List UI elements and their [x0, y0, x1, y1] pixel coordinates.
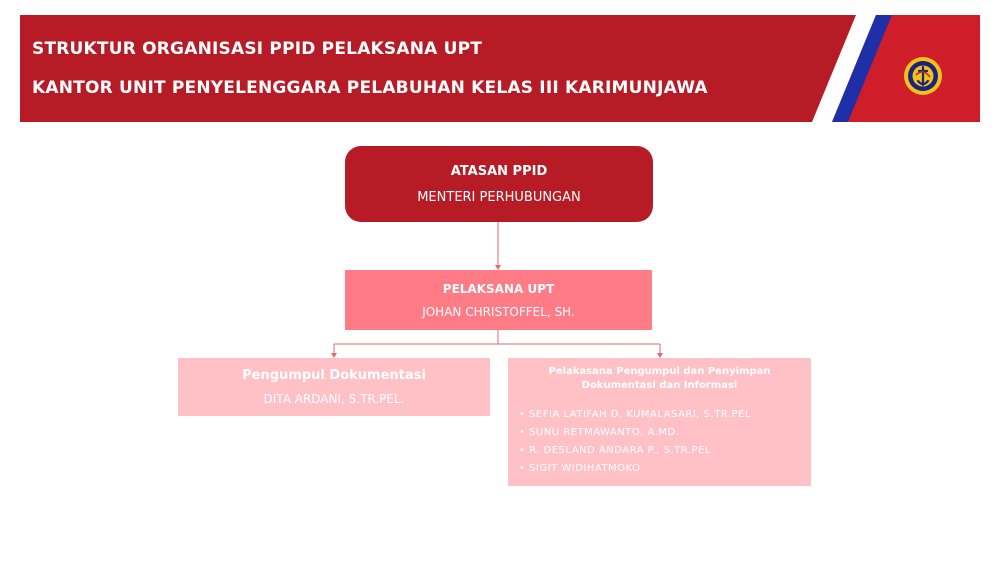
list-item: • SEFIA LATIFAH D. KUMALASARI, S.TR.PEL [519, 406, 751, 424]
list-item: • SIGIT WIDIHATMOKO [519, 460, 751, 478]
ship-anchor-emblem-icon [903, 56, 943, 96]
header-stripes [20, 15, 980, 122]
list-item: • R. DESLAND ANDARA P., S.TR.PEL [519, 442, 751, 460]
pengumpul-penyimpan-box [508, 358, 811, 486]
header-title-line2: KANTOR UNIT PENYELENGGARA PELABUHAN KELAS III KARIMUNJAWA [32, 78, 708, 98]
pengumpul-penyimpan-title-line1: Pelakasana Pengumpul dan Penyimpan [548, 366, 771, 377]
pengumpul-dokumentasi-box [178, 358, 490, 416]
pelaksana-upt-title: PELAKSANA UPT [442, 282, 555, 296]
atasan-ppid-title: ATASAN PPID [450, 164, 548, 179]
member-list [519, 406, 751, 478]
pelaksana-upt-name: JOHAN CHRISTOFFEL, SH. [422, 305, 575, 319]
list-item: • SUNU RETMAWANTO, A.MD. [519, 424, 751, 442]
pengumpul-penyimpan-title-line2: Dokumentasi dan Informasi [581, 380, 738, 391]
atasan-ppid-box [345, 146, 653, 222]
header-banner [20, 15, 980, 122]
pelaksana-upt-box [345, 270, 652, 330]
atasan-ppid-name: MENTERI PERHUBUNGAN [417, 190, 581, 205]
pengumpul-dokumentasi-title: Pengumpul Dokumentasi [242, 368, 426, 383]
header-title-line1: STRUKTUR ORGANISASI PPID PELAKSANA UPT [32, 39, 483, 59]
pengumpul-dokumentasi-name: DITA ARDANI, S.TR.PEL. [263, 392, 405, 406]
